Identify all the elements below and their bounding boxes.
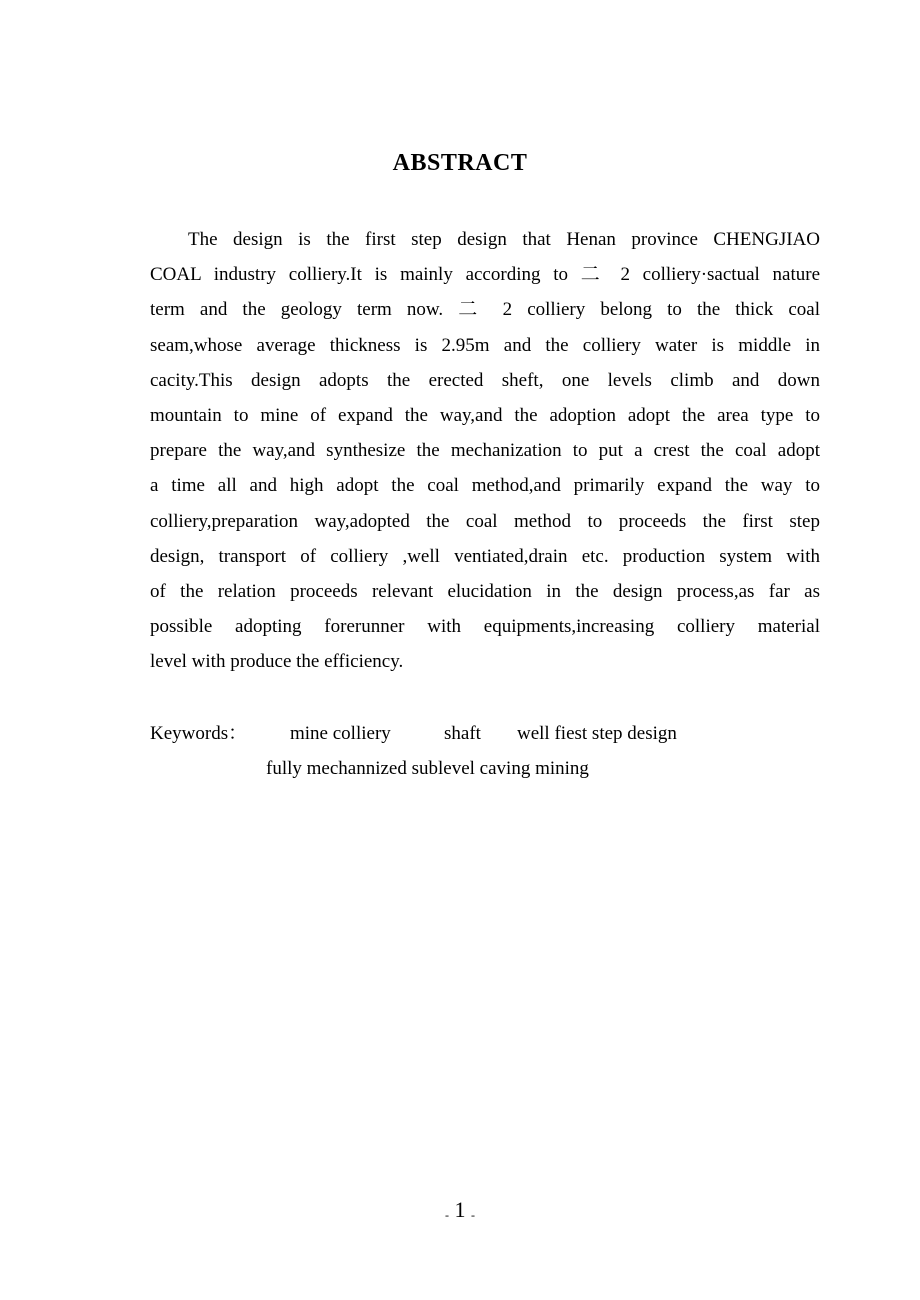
keyword-item: well fiest step design	[517, 723, 677, 744]
keywords-label: Keywords：	[150, 723, 248, 744]
abstract-line: prepare the way,and synthesize the mechanization to put a crest the coal adopt	[150, 440, 820, 462]
keywords-row	[150, 751, 820, 786]
keyword-item: fully mechannized sublevel caving mining	[266, 758, 589, 779]
abstract-line: possible adopting forerunner with equipments,increasing colliery material	[150, 616, 820, 638]
abstract-paragraph	[150, 222, 820, 679]
abstract-line: The design is the first step design that Henan province CHENGJIAO	[188, 229, 820, 250]
keywords-row	[150, 716, 820, 751]
abstract-line: of the relation proceeds relevant elucidation in the design process,as far as	[150, 580, 820, 602]
page-number-suffix: -	[471, 1208, 475, 1222]
abstract-line: mountain to mine of expand the way,and the adoption adopt the area type to	[150, 404, 820, 426]
abstract-line: a time all and high adopt the coal method,and primarily expand the way to	[150, 475, 820, 497]
keywords-section	[150, 716, 820, 786]
abstract-line: design, transport of colliery ,well ventiated,drain etc. production system with	[150, 545, 820, 567]
abstract-line: cacity.This design adopts the erected sheft, one levels climb and down	[150, 369, 820, 391]
page-number	[0, 1197, 920, 1223]
page-number-prefix: -	[445, 1208, 449, 1222]
abstract-line: level with produce the efficiency.	[150, 651, 404, 673]
abstract-line: colliery,preparation way,adopted the coal method to proceeds the first step	[150, 510, 820, 532]
abstract-line: term and the geology term now. 二 2 colliery belong to the thick coal	[150, 299, 820, 321]
abstract-line: COAL industry colliery.It is mainly according to 二 2 colliery·sactual nature	[150, 264, 820, 286]
abstract-line: seam,whose average thickness is 2.95m and the colliery water is middle in	[150, 334, 820, 356]
keyword-item: mine colliery	[290, 723, 391, 744]
page-number-value: 1	[454, 1197, 466, 1222]
keyword-item: shaft	[444, 723, 481, 744]
page-title: ABSTRACT	[392, 150, 528, 176]
